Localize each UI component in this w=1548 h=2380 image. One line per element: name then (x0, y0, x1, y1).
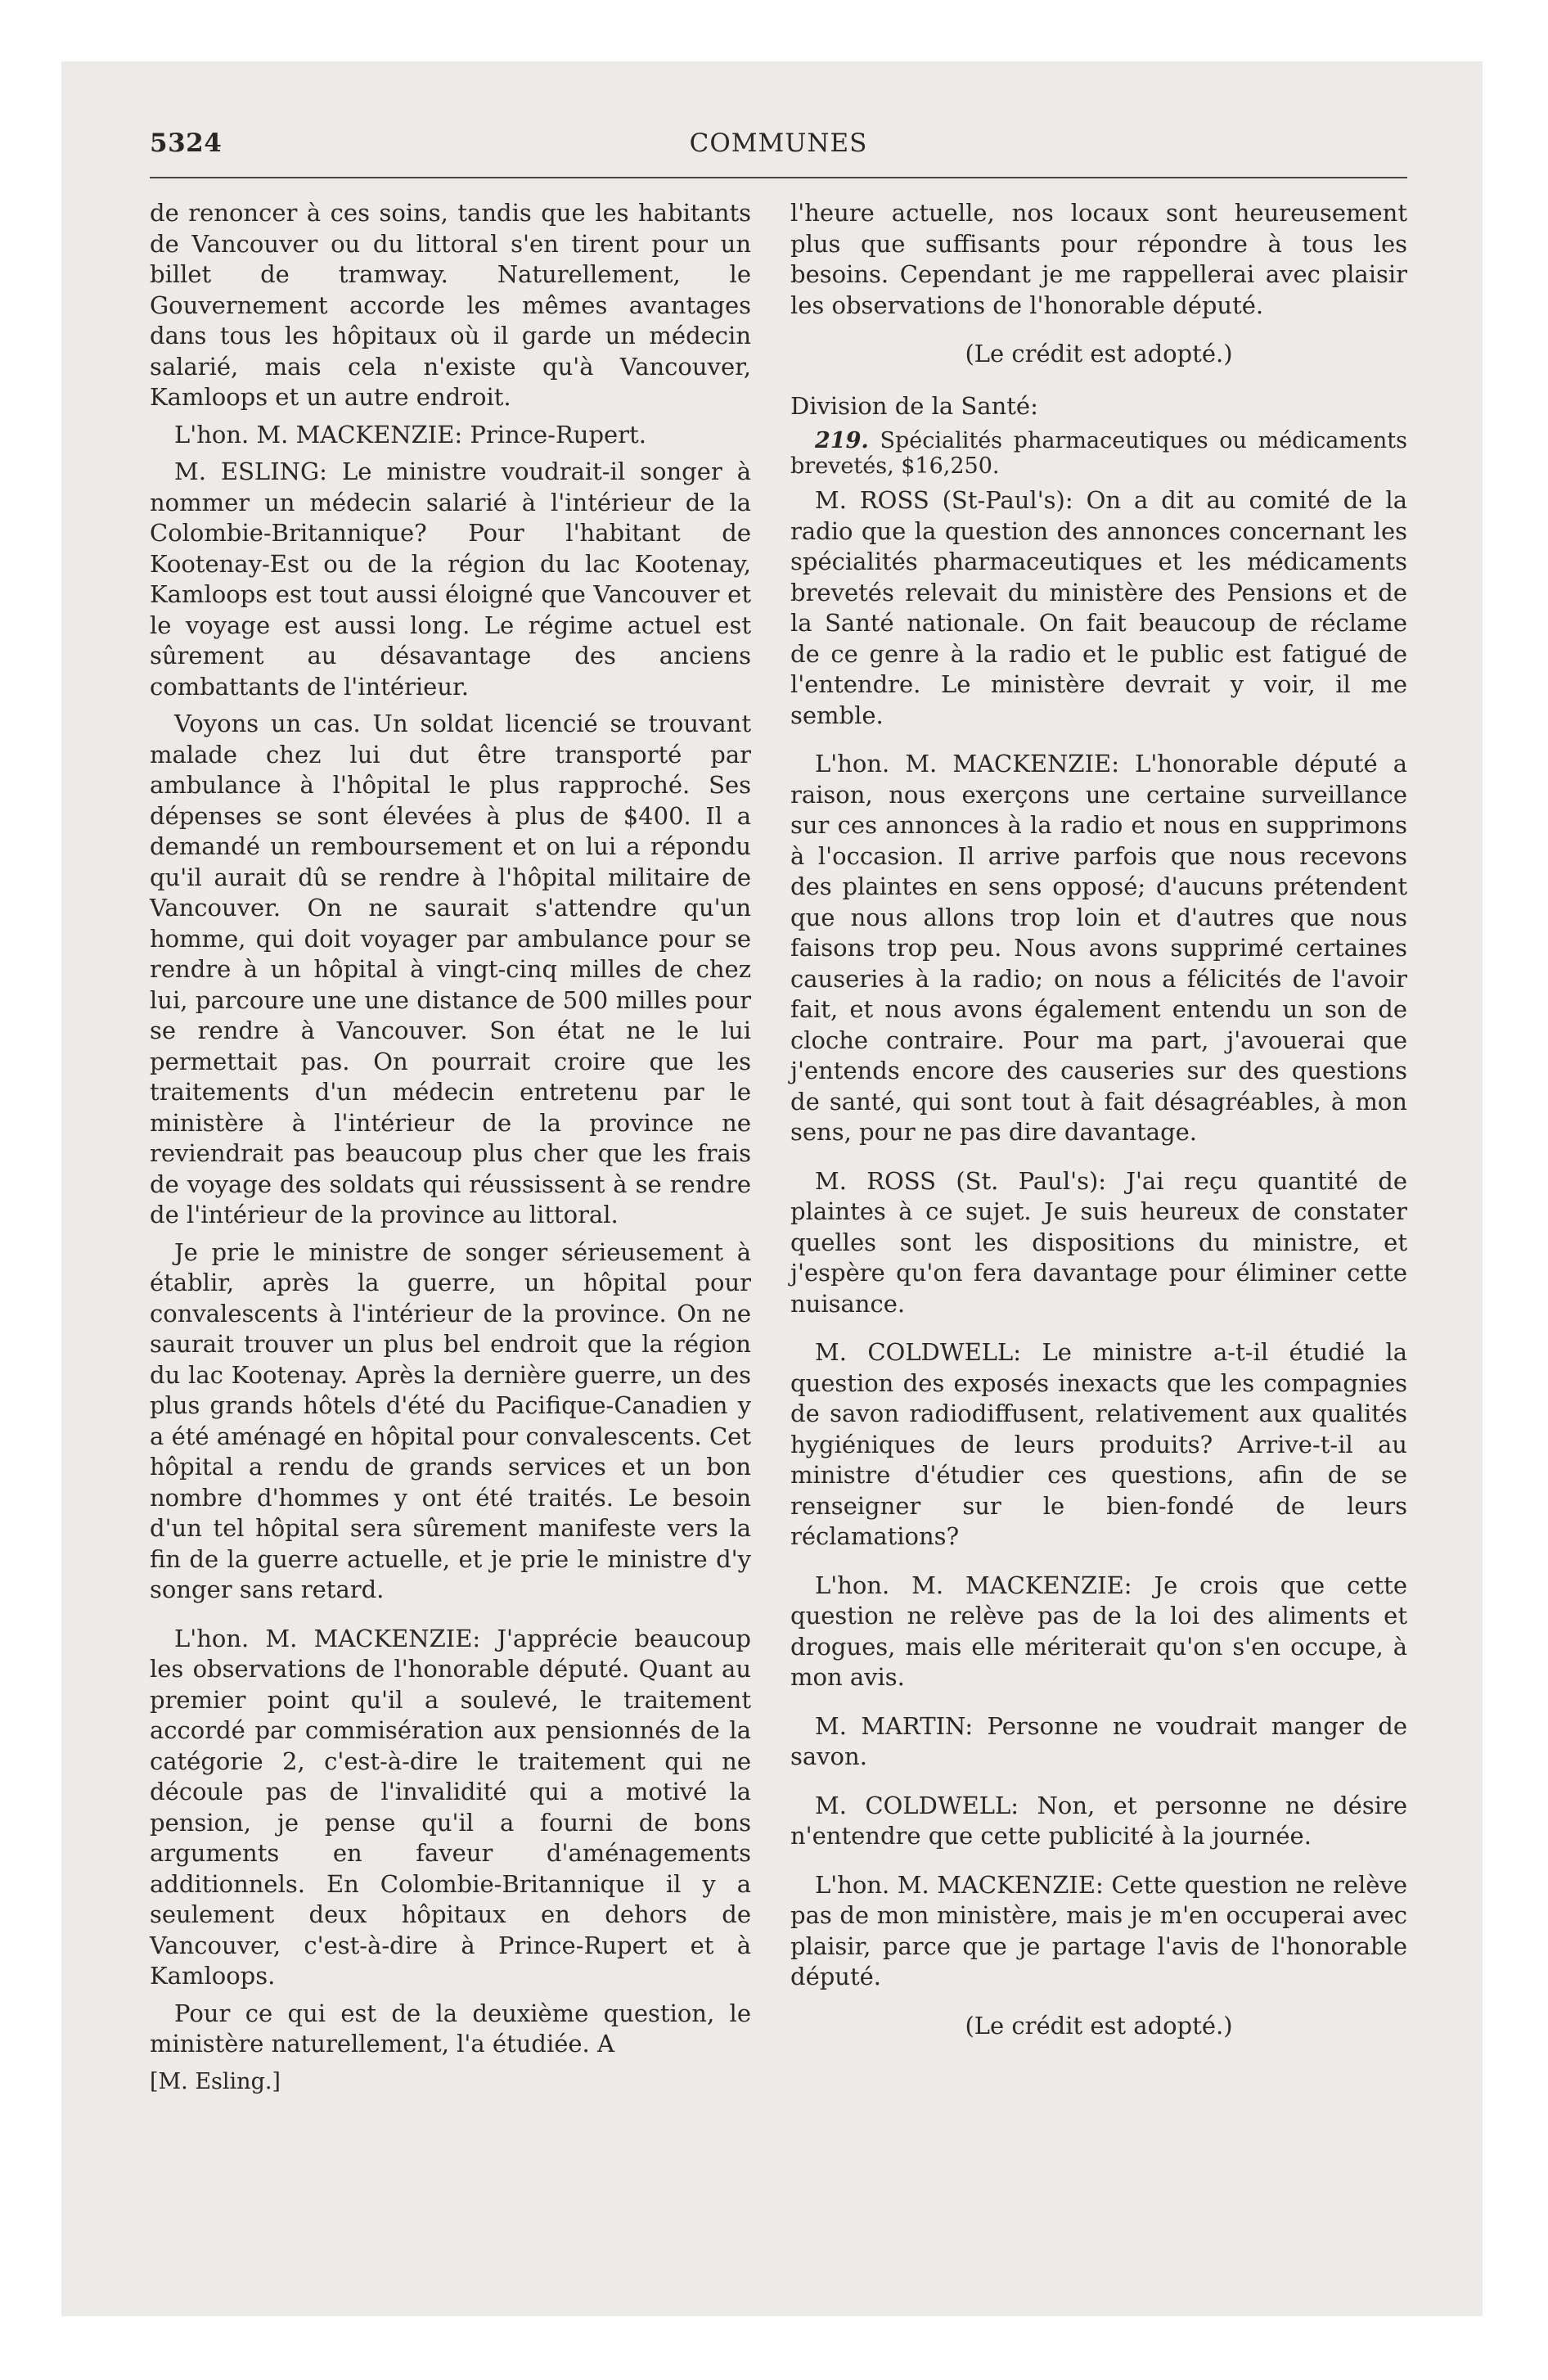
paragraph: L'hon. M. MACKENZIE: Je crois que cette question ne relève pas de la loi des aliments et drogues, mais elle mériterait qu'on s'en occupe, à mon avis. (790, 1571, 1407, 1691)
paragraph: M. ROSS (St-Paul's): On a dit au comité de la radio que la question des annonces concernant les spécialités pharmaceutiques et les médicaments brevetés relevait du ministère des Pensions et de la Santé nationale. On fait beaucoup de réclame de ce genre à la radio et le public est fatigué de l'entendre. Le ministère devrait y voir, il me semble. (790, 486, 1407, 729)
vote-result: (Le crédit est adopté.) (965, 340, 1233, 367)
header-rule (150, 177, 1407, 178)
paragraph: Voyons un cas. Un soldat licencié se trouvant malade chez lui dut être transporté par ambulance à l'hôpital le plus rapproché. Ses dépenses se sont élevées à plus de $400. Il a demandé un remboursement et on lui a répondu qu'il aurait dû se rendre à l'hôpital militaire de Vancouver. On ne saurait s'attendre qu'un homme, qui doit voyager par ambulance pour se rendre à un hôpital à vingt-cinq milles de chez lui, parcoure une une distance de 500 milles pour se rendre à Vancouver. Son état ne le lui permettait pas. On pourrait croire que les traitements d'un médecin entretenu par le ministère à l'intérieur de la province ne reviendrait pas beaucoup plus cher que les frais de voyage des soldats qui réussissent à se rendre de l'intérieur de la province au littoral. (150, 710, 751, 1228)
vote-result: (Le crédit est adopté.) (965, 2011, 1233, 2040)
paragraph: Pour ce qui est de la deuxième question, le ministère naturellement, l'a étudiée. A (150, 1999, 751, 2058)
signoff: [M. Esling.] (150, 2068, 281, 2094)
estimate-item (790, 428, 1407, 479)
paragraph: M. ESLING: Le ministre voudrait-il songer à nommer un médecin salarié à l'intérieur de la Colombie-Britannique? Pour l'habitant de Kootenay-Est ou de la région du lac Kootenay, Kamloops est tout aussi éloigné que Vancouver et le voyage est aussi long. Le régime actuel est sûrement au désavantage des anciens combattants de l'intérieur. (150, 458, 751, 701)
paragraph: l'heure actuelle, nos locaux sont heureusement plus que suffisants pour répondre à tous les besoins. Cependant je me rappellerai avec plaisir les observations de l'honorable député. (790, 199, 1407, 319)
paragraph: M. COLDWELL: Non, et personne ne désire n'entendre que cette publicité à la journée. (790, 1791, 1407, 1850)
item-number: 219. (815, 428, 869, 453)
left-column (150, 198, 751, 2097)
paragraph: de renoncer à ces soins, tandis que les habitants de Vancouver ou du littoral s'en tirent pour un billet de tramway. Naturellement, le Gouvernement accorde les mêmes avantages dans tous les hôpitaux où il garde un médecin salarié, mais cela n'existe qu'à Vancouver, Kamloops et un autre endroit. (150, 199, 751, 411)
paragraph: L'hon. M. MACKENZIE: Prince-Rupert. (174, 420, 646, 449)
paragraph: L'hon. M. MACKENZIE: Cette question ne relève pas de mon ministère, mais je m'en occuperai avec plaisir, parce que je partage l'avis de l'honorable député. (790, 1870, 1407, 1990)
page-header (150, 128, 1407, 169)
paragraph: L'hon. M. MACKENZIE: L'honorable député a raison, nous exerçons une certaine surveillance sur ces annonces à la radio et nous en supprimons à l'occasion. Il arrive parfois que nous recevons des plaintes en sens opposé; d'aucuns prétendent que nous allons trop loin et d'autres que nous faisons trop peu. Nous avons supprimé certaines causeries à la radio; on nous a félicités de l'avoir fait, et nous avons également entendu un son de cloche contraire. Pour ma part, j'avouerai que j'entends encore des causeries sur des questions de santé, qui sont tout à fait désagréables, à mon sens, pour ne pas dire davantage. (790, 750, 1407, 1146)
running-head: COMMUNES (689, 128, 868, 158)
paragraph: M. COLDWELL: Le ministre a-t-il étudié la question des exposés inexacts que les compagnies de savon radiodiffusent, relativement aux qualités hygiéniques de leurs produits? Arrive-t-il au ministre d'étudier ces questions, afin de se renseigner sur le bien-fondé de leurs réclamations? (790, 1338, 1407, 1550)
division-heading: Division de la Santé: (790, 391, 1038, 420)
paragraph: M. ROSS (St. Paul's): J'ai reçu quantité de plaintes à ce sujet. Je suis heureux de constater quelles sont les dispositions du ministre, et j'espère qu'on fera davantage pour éliminer cette nuisance. (790, 1166, 1407, 1318)
right-column (790, 198, 1407, 2048)
paragraph: Je prie le ministre de songer sérieusement à établir, après la guerre, un hôpital pour convalescents à l'intérieur de la province. On ne saurait trouver un plus bel endroit que la région du lac Kootenay. Après la dernière guerre, un des plus grands hôtels d'été du Pacifique-Canadien y a été aménagé en hôpital pour convalescents. Cet hôpital a rendu de grands services et un bon nombre d'hommes y ont été traités. Le besoin d'un tel hôpital sera sûrement manifeste vers la fin de la guerre actuelle, et je prie le ministre d'y songer sans retard. (150, 1237, 751, 1603)
paragraph: M. MARTIN: Personne ne voudrait manger de savon. (790, 1711, 1407, 1770)
paragraph: L'hon. M. MACKENZIE: J'apprécie beaucoup les observations de l'honorable député. Quant au premier point qu'il a soulevé, le traitement accordé par commisération aux pensionnés de la catégorie 2, c'est-à-dire le traitement qui ne découle pas de l'invalidité qui a motivé la pension, je pense qu'il a fourni de bons arguments en faveur d'aménagements additionnels. En Colombie-Britannique il y a seulement deux hôpitaux en dehors de Vancouver, c'est-à-dire à Prince-Rupert et à Kamloops. (150, 1624, 751, 1990)
item-text: Spécialités pharmaceutiques ou médicaments brevetés, $16,250. (790, 428, 1407, 479)
page-number: 5324 (150, 128, 223, 158)
